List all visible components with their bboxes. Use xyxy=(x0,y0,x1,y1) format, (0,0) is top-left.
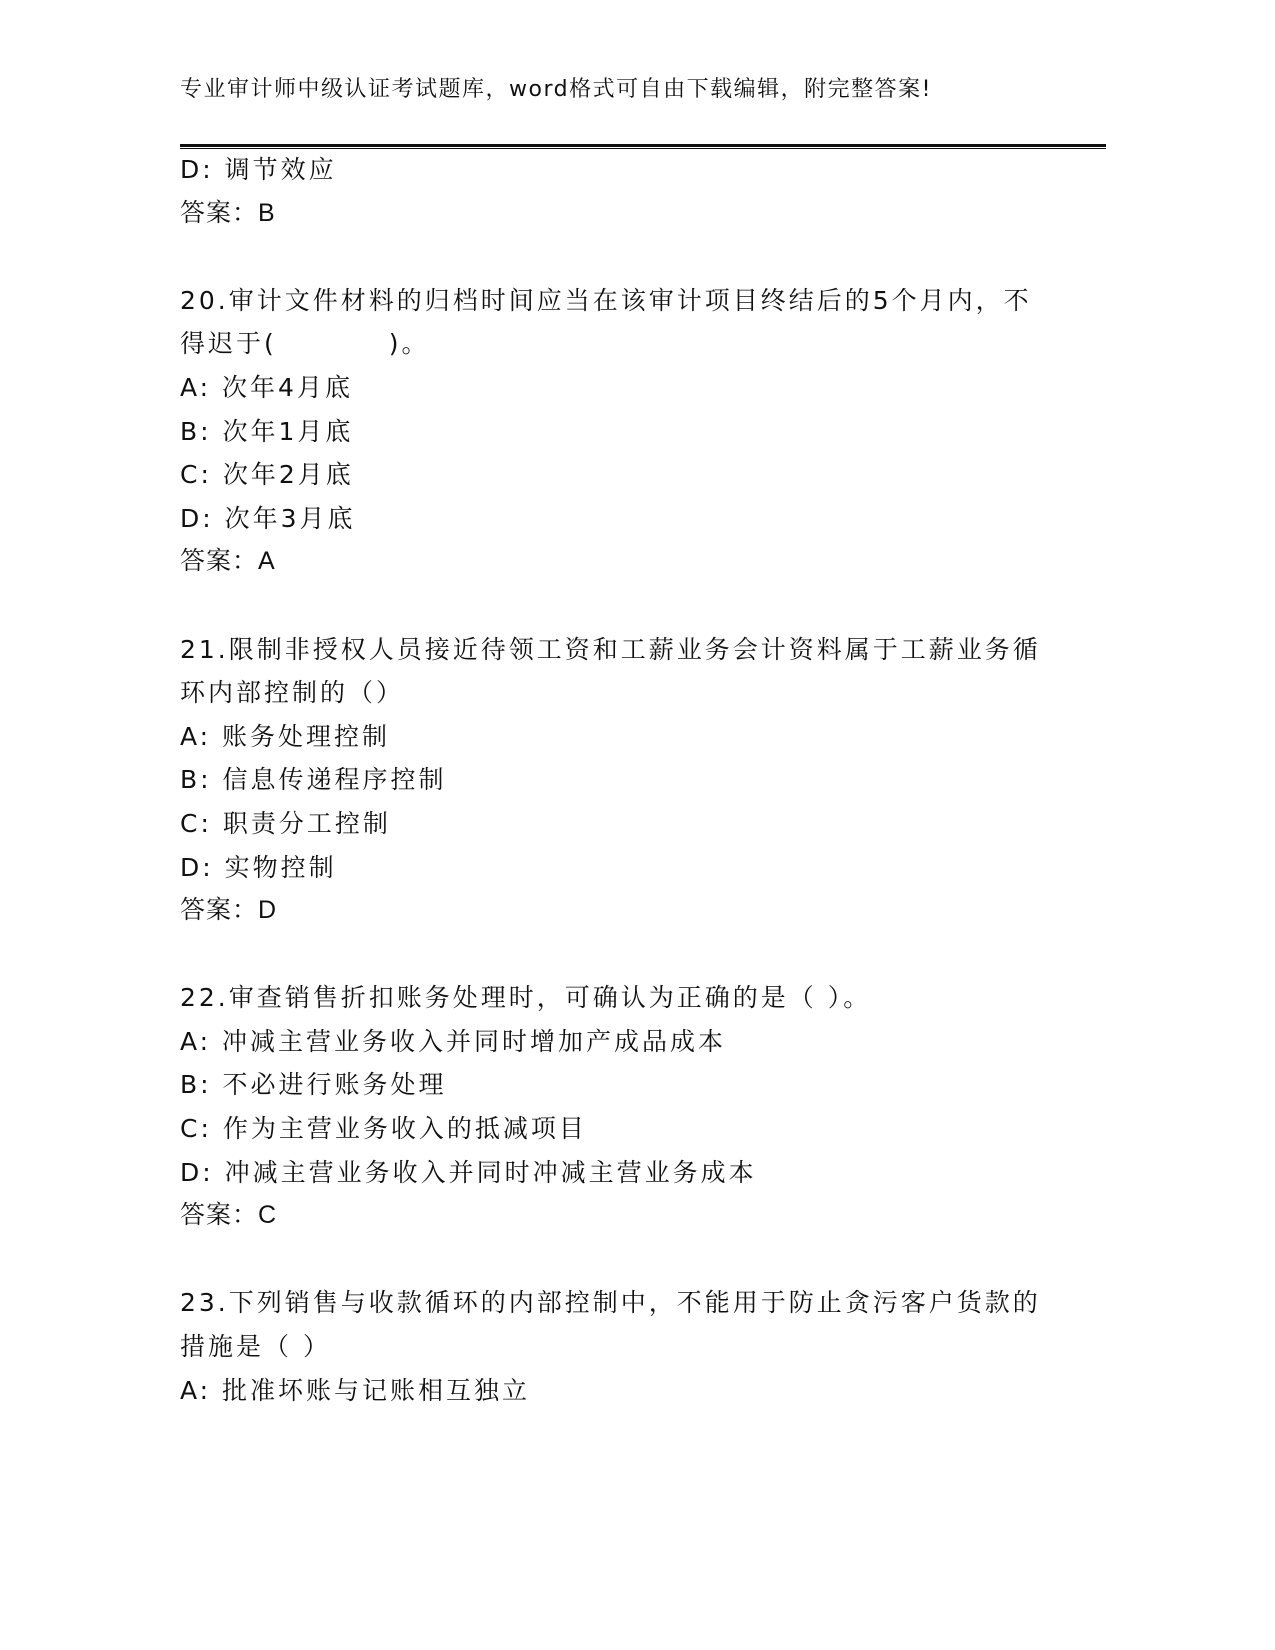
question-stem: 21.限制非授权人员接近待领工资和工薪业务会计资料属于工薪业务循 xyxy=(180,634,1041,664)
question-stem: 措施是（ ） xyxy=(180,1332,331,1362)
question-stem: 得迟于( )。 xyxy=(180,329,430,359)
option-d: D: 实物控制 xyxy=(180,852,337,882)
question-23 xyxy=(180,1281,1060,1412)
option-d: D: 冲减主营业务收入并同时冲减主营业务成本 xyxy=(180,1157,757,1187)
option-a: A: 次年4月底 xyxy=(180,372,353,402)
answer-line: 答案：B xyxy=(180,198,276,227)
answer-line: 答案：C xyxy=(180,1201,278,1230)
spacer xyxy=(180,1238,1060,1282)
question-stem: 环内部控制的（） xyxy=(180,678,405,708)
option-d: D: 次年3月底 xyxy=(180,503,356,533)
option-a: A: 账务处理控制 xyxy=(180,721,391,751)
option-b: B: 信息传递程序控制 xyxy=(180,765,447,795)
option-a: A: 冲减主营业务收入并同时增加产成品成本 xyxy=(180,1026,727,1056)
option-d: D: 调节效应 xyxy=(180,155,337,184)
option-b: B: 次年1月底 xyxy=(180,416,354,446)
option-c: C: 作为主营业务收入的抵减项目 xyxy=(180,1114,587,1144)
spacer xyxy=(180,933,1060,977)
question-content xyxy=(180,148,1060,1412)
spacer xyxy=(180,235,1060,279)
question-stem: 23.下列销售与收款循环的内部控制中，不能用于防止贪污客户货款的 xyxy=(180,1288,1041,1318)
option-a: A: 批准坏账与记账相互独立 xyxy=(180,1375,531,1405)
option-c: C: 次年2月底 xyxy=(180,460,354,490)
option-b: B: 不必进行账务处理 xyxy=(180,1070,447,1100)
question-21 xyxy=(180,628,1060,933)
question-stem: 20.审计文件材料的归档时间应当在该审计项目终结后的5个月内，不 xyxy=(180,285,1032,315)
spacer xyxy=(180,584,1060,628)
answer-line: 答案：A xyxy=(180,547,276,576)
option-c: C: 职责分工控制 xyxy=(180,808,391,838)
page-header: 专业审计师中级认证考试题库，word格式可自由下载编辑，附完整答案! xyxy=(180,77,932,102)
question-22 xyxy=(180,976,1060,1238)
question-20 xyxy=(180,279,1060,584)
question-stem: 22.审查销售折扣账务处理时，可确认为正确的是（ ）。 xyxy=(180,983,872,1013)
answer-line: 答案：D xyxy=(180,896,278,925)
